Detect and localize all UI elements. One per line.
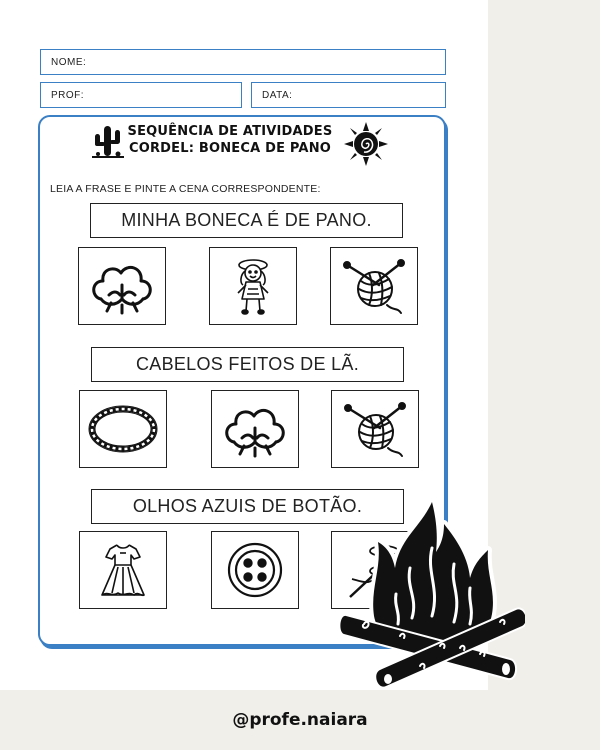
button-icon — [220, 539, 290, 601]
sentence-2: CABELOS FEITOS DE LÃ. — [135, 354, 360, 374]
option-cotton-flower[interactable] — [78, 247, 166, 325]
title-line-2: CORDEL: BONECA DE PANO — [128, 141, 332, 156]
sentence-box-1 — [90, 203, 403, 238]
sentence-1: MINHA BONECA É DE PANO. — [121, 210, 372, 230]
dress-icon — [88, 539, 158, 601]
yarn-ball-icon — [339, 255, 409, 317]
cotton-flower-icon — [220, 398, 290, 460]
instruction-text: LEIA A FRASE E PINTE A CENA CORRESPONDENTE: — [50, 183, 321, 195]
option-button[interactable] — [211, 531, 299, 609]
prof-field[interactable] — [40, 82, 242, 108]
rag-doll-icon — [218, 255, 288, 317]
author-handle: @profe.naiara — [232, 710, 368, 730]
title-line-1: SEQUÊNCIA DE ATIVIDADES — [127, 124, 333, 139]
name-label: NOME: — [51, 56, 87, 68]
sentence-3: OLHOS AZUIS DE BOTÃO. — [132, 496, 363, 516]
option-rope-ring[interactable] — [79, 390, 167, 468]
option-yarn-ball[interactable] — [330, 247, 418, 325]
sentence-box-2 — [91, 347, 404, 382]
date-label: DATA: — [262, 89, 293, 101]
date-field[interactable] — [251, 82, 446, 108]
option-rag-doll[interactable] — [209, 247, 297, 325]
footer — [0, 690, 600, 750]
option-dress[interactable] — [79, 531, 167, 609]
option-yarn-ball[interactable] — [331, 390, 419, 468]
option-cotton-flower[interactable] — [211, 390, 299, 468]
rope-ring-icon — [88, 398, 158, 460]
yarn-ball-icon — [340, 398, 410, 460]
activity-title — [120, 123, 340, 157]
bonfire-icon — [340, 498, 525, 688]
prof-label: PROF: — [51, 89, 85, 101]
cotton-flower-icon — [87, 255, 157, 317]
sun-icon — [344, 122, 388, 166]
name-field[interactable] — [40, 49, 446, 75]
